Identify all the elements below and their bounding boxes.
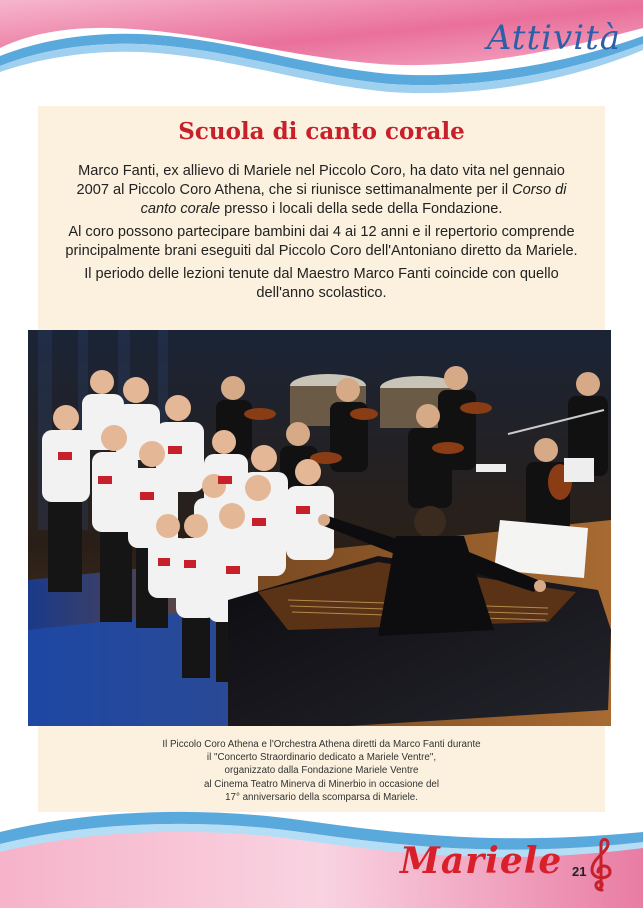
article-body <box>60 162 583 307</box>
caption-line: al Cinema Teatro Minerva di Minerbio in occasione del <box>203 778 440 790</box>
paragraph-1-text-b: presso i locali della sede della Fondazione. <box>220 201 503 217</box>
caption-line: organizzato dalla Fondazione Mariele Ventre <box>224 765 419 777</box>
paragraph-1 <box>60 162 583 219</box>
section-title: Attività <box>486 18 621 58</box>
article-title: Scuola di canto corale <box>178 118 465 145</box>
treble-clef-icon <box>586 836 616 892</box>
caption-line: il "Concerto Straordinario dedicato a Mariele Ventre", <box>206 752 437 764</box>
photo-caption <box>60 738 583 804</box>
concert-photo <box>28 330 611 726</box>
paragraph-2: Al coro possono partecipare bambini dai 4 ai 12 anni e il repertorio comprende principalmente brani eseguiti dal Piccolo Coro dell'Antoniano diretto da Mariele. <box>65 224 578 259</box>
course-name: Corso di canto corale <box>140 182 567 217</box>
paragraph-3: Il periodo delle lezioni tenute dal Maestro Marco Fanti coincide con quello dell'anno scolastico. <box>84 266 559 301</box>
brand-wordmark: Mariele <box>400 840 563 882</box>
caption-line: Il Piccolo Coro Athena e l'Orchestra Athena diretti da Marco Fanti durante <box>162 739 481 750</box>
page-number: 21 <box>572 864 587 879</box>
paragraph-1-text-a: Marco Fanti, ex allievo di Mariele nel Piccolo Coro, ha dato vita nel gennaio 2007 al Piccolo Coro Athena, che si riunisce settimanalmente per il <box>76 163 565 198</box>
caption-line: 17° anniversario della scomparsa di Mariele. <box>225 791 418 803</box>
concert-photo-illustration <box>28 330 611 726</box>
